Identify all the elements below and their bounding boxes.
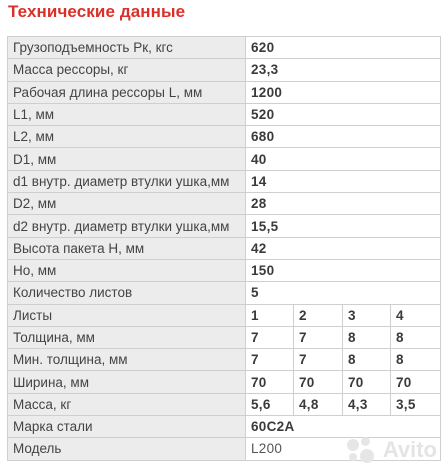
row-value: L200 [246, 438, 441, 460]
leaf-cell: 70 [294, 371, 343, 393]
row-value: 14 [246, 170, 441, 192]
table-row [8, 237, 441, 259]
row-value: 680 [246, 126, 441, 148]
table-row [8, 59, 441, 81]
table-row [8, 81, 441, 103]
row-value: 40 [246, 148, 441, 170]
leaf-cell: 4 [391, 304, 441, 326]
leaf-cell: 70 [246, 371, 294, 393]
page-title: Технические данные [8, 2, 186, 21]
avito-watermark [347, 437, 437, 463]
row-label: D1, мм [8, 148, 246, 170]
leaf-cell: 3,5 [391, 393, 441, 415]
row-value: 60С2А [246, 416, 441, 438]
table-row [8, 304, 441, 326]
row-label: Но, мм [8, 259, 246, 281]
row-label: Толщина, мм [8, 326, 246, 348]
table-row [8, 148, 441, 170]
table-row [8, 282, 441, 304]
leaf-cell: 7 [246, 349, 294, 371]
row-label: Марка стали [8, 416, 246, 438]
row-label: Мин. толщина, мм [8, 349, 246, 371]
table-row [8, 259, 441, 281]
table-row [8, 126, 441, 148]
row-value: 28 [246, 193, 441, 215]
row-label: Масса, кг [8, 393, 246, 415]
table-row [8, 326, 441, 348]
table-row [8, 37, 441, 59]
leaf-cell: 8 [343, 349, 391, 371]
leaf-cell: 3 [343, 304, 391, 326]
leaf-cell: 8 [391, 326, 441, 348]
leaf-cell: 4,3 [343, 393, 391, 415]
leaf-cell: 7 [246, 326, 294, 348]
row-label: Высота пакета Н, мм [8, 237, 246, 259]
row-value: 15,5 [246, 215, 441, 237]
row-label: L2, мм [8, 126, 246, 148]
row-value: 520 [246, 103, 441, 125]
table-row [8, 349, 441, 371]
row-label: Листы [8, 304, 246, 326]
leaf-cell: 7 [294, 326, 343, 348]
leaf-cell: 2 [294, 304, 343, 326]
leaf-cell: 8 [343, 326, 391, 348]
leaf-cell: 4,8 [294, 393, 343, 415]
row-label: D2, мм [8, 193, 246, 215]
table-row [8, 103, 441, 125]
table-row [8, 371, 441, 393]
leaf-cell: 5,6 [246, 393, 294, 415]
row-label: Количество листов [8, 282, 246, 304]
row-label: Модель [8, 438, 246, 460]
row-label: d2 внутр. диаметр втулки ушка,мм [8, 215, 246, 237]
row-label: Грузоподъемность Рк, кгс [8, 37, 246, 59]
row-label: L1, мм [8, 103, 246, 125]
row-label: d1 внутр. диаметр втулки ушка,мм [8, 170, 246, 192]
leaf-cell: 70 [391, 371, 441, 393]
row-value: 150 [246, 259, 441, 281]
row-label: Масса рессоры, кг [8, 59, 246, 81]
row-value: 23,3 [246, 59, 441, 81]
table-row [8, 393, 441, 415]
table-row [8, 215, 441, 237]
leaf-cell: 70 [343, 371, 391, 393]
table-row [8, 193, 441, 215]
row-value: 1200 [246, 81, 441, 103]
watermark-text: Avito [382, 437, 437, 462]
avito-logo-icon [347, 437, 381, 463]
row-value: 620 [246, 37, 441, 59]
table-row [8, 416, 441, 438]
specs-table [7, 36, 441, 461]
row-value: 42 [246, 237, 441, 259]
row-label: Ширина, мм [8, 371, 246, 393]
leaf-cell: 1 [246, 304, 294, 326]
table-row [8, 170, 441, 192]
row-value: 5 [246, 282, 441, 304]
leaf-cell: 8 [391, 349, 441, 371]
row-label: Рабочая длина рессоры L, мм [8, 81, 246, 103]
leaf-cell: 7 [294, 349, 343, 371]
